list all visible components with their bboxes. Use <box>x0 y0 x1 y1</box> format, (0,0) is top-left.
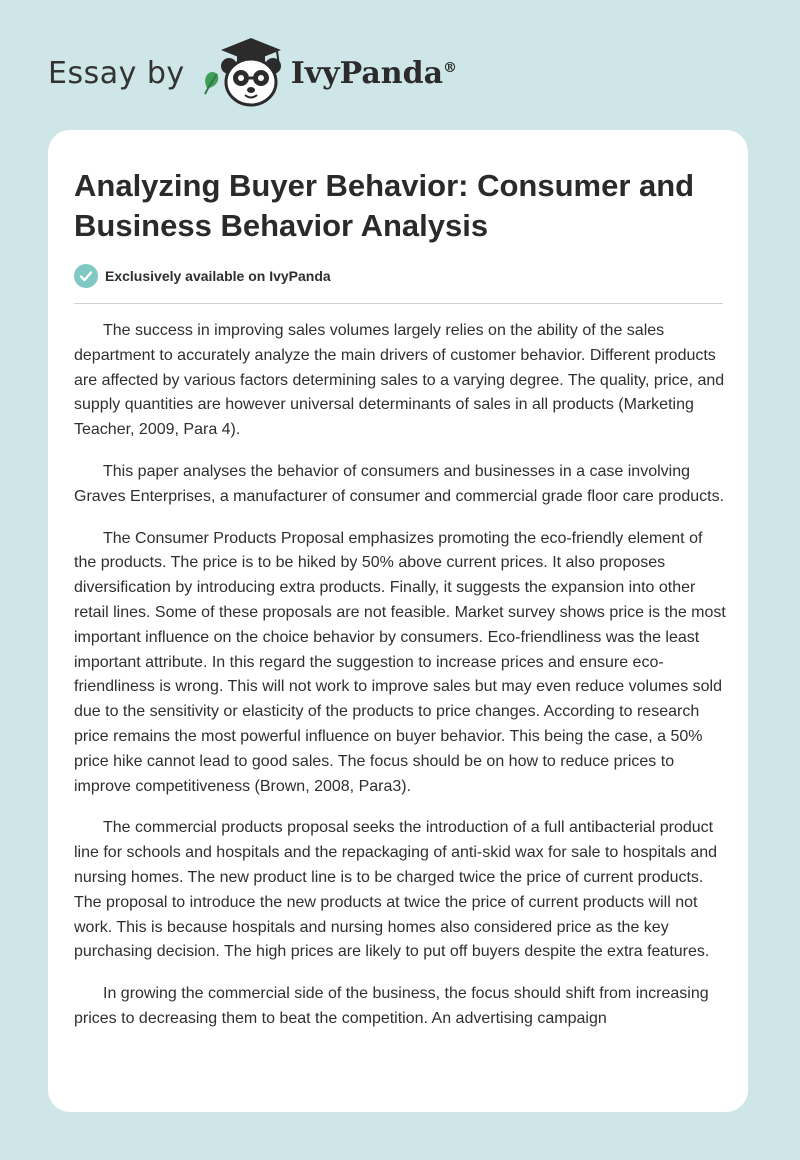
exclusive-badge <box>74 264 331 288</box>
brand-name[interactable]: IvyPanda® <box>290 55 458 91</box>
essay-body <box>74 319 726 1049</box>
essay-by-label: Essay by <box>48 55 185 91</box>
check-icon <box>74 264 98 288</box>
divider <box>74 303 723 304</box>
site-header <box>48 36 457 110</box>
paragraph: The success in improving sales volumes largely relies on the ability of the sales department to accurately analyze the main drivers of customer behavior. Different products are affected by various factors determining sales to a varying degree. The quality, price, and supply quantities are however universal determinants of sales in all products (Marketing Teacher, 2009, Para 4). <box>74 322 725 439</box>
exclusive-text: Exclusively available on IvyPanda <box>105 268 331 284</box>
paragraph: The Consumer Products Proposal emphasizes promoting the eco-friendly element of the products. The price is to be hiked by 50% above current prices. It also proposes diversification by introducing extra products. Finally, it suggests the expansion into other retail lines. Some of these proposals are not feasible. Market survey shows price is the most important influence on the choice behavior by consumers. Eco-friendliness was the least important attribute. In this regard the suggestion to increase prices and ensure eco-friendliness is wrong. This will not work to improve sales but may even reduce volumes sold due to the sensitivity or elasticity of the products to price changes. According to research price remains the most powerful influence on buyer behavior. This being the case, a 50% price hike cannot lead to good sales. The focus should be on how to reduce prices to improve competitiveness (Brown, 2008, Para3). <box>74 529 726 795</box>
essay-card <box>48 130 748 1112</box>
paragraph: This paper analyses the behavior of consumers and businesses in a case involving Graves Enterprises, a manufacturer of consumer and commercial grade floor care products. <box>74 462 725 505</box>
paragraph: In growing the commercial side of the business, the focus should shift from increasing prices to decreasing them to beat the competition. An advertising campaign <box>74 985 709 1027</box>
panda-graduate-icon[interactable] <box>199 36 287 110</box>
essay-title: Analyzing Buyer Behavior: Consumer and Business Behavior Analysis <box>74 168 695 243</box>
paragraph: The commercial products proposal seeks the introduction of a full antibacterial product line for schools and hospitals and the repackaging of anti-skid wax for sale to hospitals and nursing homes. The new product line is to be charged twice the price of current products. The proposal to introduce the new products at twice the price of current products will not work. This is because hospitals and nursing homes also considered price as the key purchasing decision. The high prices are likely to put off buyers despite the extra features. <box>74 819 718 961</box>
